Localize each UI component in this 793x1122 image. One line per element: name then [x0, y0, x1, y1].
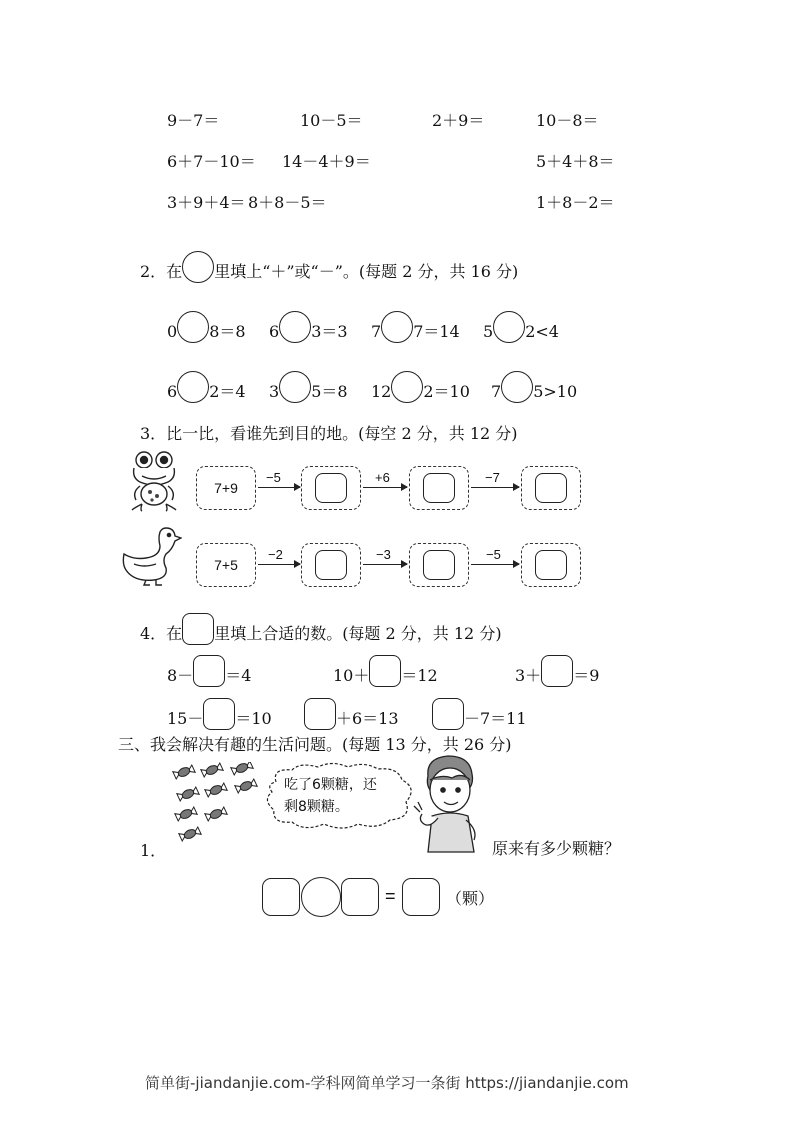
operator-blank-circle[interactable] [279, 311, 311, 343]
q2-item-6 [269, 371, 348, 403]
q2-left: 6 [269, 322, 280, 341]
number-blank-box[interactable] [541, 655, 573, 687]
q4-left: 15－ [167, 709, 204, 728]
equals-sign: = [385, 886, 396, 906]
operator-blank-circle[interactable] [381, 311, 413, 343]
duck-op-2: −3 [376, 547, 391, 562]
arrow-right-icon [363, 487, 407, 488]
q2-left: 3 [269, 382, 280, 401]
q4-item-3 [515, 655, 599, 687]
arrow-right-icon [363, 564, 407, 565]
number-blank-box[interactable] [432, 698, 464, 730]
problem-1-question: 原来有多少颗糖？ [492, 839, 621, 858]
answer-number-2-input[interactable] [341, 878, 379, 916]
duck-start-box: 7+5 [196, 543, 256, 587]
arrow-right-icon [258, 564, 300, 565]
problem-1-num: 1． [140, 841, 167, 860]
q2-right: 8＝8 [209, 322, 246, 341]
frog-icon [128, 450, 180, 512]
q2-right: 2＝10 [423, 382, 470, 401]
calc-2-2: 14－4＋9＝ [282, 152, 371, 171]
duck-op-3: −5 [486, 547, 501, 562]
q2-left: 12 [371, 382, 392, 401]
q4-item-6 [432, 698, 527, 730]
q2-right: 2<4 [525, 322, 559, 341]
section3-title: 三、我会解决有趣的生活问题。(每题 13 分，共 26 分) [118, 735, 512, 754]
q2-right: 5>10 [533, 382, 578, 401]
duck-icon [120, 524, 182, 586]
q4-right: ＝4 [225, 666, 252, 685]
q4-right: ＝9 [573, 666, 600, 685]
duck-step-3-box [521, 543, 581, 587]
q2-left: 6 [167, 382, 178, 401]
arrow-right-icon [258, 487, 300, 488]
footer-text: 简单街-jiandanjie.com-学科网简单学习一条街 https://jiandanjie.com [145, 1074, 629, 1092]
q4-item-1 [167, 655, 251, 687]
q2-title [140, 251, 518, 283]
q4-item-4 [167, 698, 272, 730]
boy-icon [408, 754, 488, 854]
q4-right: ＝12 [401, 666, 438, 685]
duck-answer-1-input[interactable] [315, 550, 347, 580]
operator-blank-circle[interactable] [279, 371, 311, 403]
calc-3-1: 3＋9＋4＝ [167, 193, 246, 212]
frog-answer-3-input[interactable] [535, 473, 567, 503]
duck-answer-3-input[interactable] [535, 550, 567, 580]
frog-step-2-box [409, 466, 469, 510]
calc-3-3: 1＋8－2＝ [536, 193, 615, 212]
q4-item-5 [304, 698, 399, 730]
q2-item-1 [167, 311, 246, 343]
answer-operator-circle-input[interactable] [301, 877, 341, 917]
q2-instructions: 里填上“＋”或“－”。(每题 2 分，共 16 分) [214, 262, 519, 281]
operator-blank-circle[interactable] [501, 371, 533, 403]
q2-left: 7 [371, 322, 382, 341]
calc-1-1: 9－7＝ [167, 111, 220, 130]
calc-2-1: 6＋7－10＝ [167, 152, 256, 171]
q4-num: 4．在 [140, 624, 183, 643]
q2-right: 3＝3 [311, 322, 348, 341]
frog-answer-2-input[interactable] [423, 473, 455, 503]
q2-left: 7 [491, 382, 502, 401]
q4-right: ＝10 [235, 709, 272, 728]
calc-1-2: 10－5＝ [300, 111, 363, 130]
answer-unit: （颗） [446, 889, 495, 908]
q2-item-2 [269, 311, 348, 343]
q2-num: 2．在 [140, 262, 183, 281]
q2-item-7 [371, 371, 470, 403]
q2-item-8 [491, 371, 577, 403]
duck-answer-2-input[interactable] [423, 550, 455, 580]
q4-title-square-icon [182, 613, 214, 645]
calc-3-2: 8＋8－5＝ [248, 193, 327, 212]
calc-1-3: 2＋9＝ [432, 111, 485, 130]
frog-answer-1-input[interactable] [315, 473, 347, 503]
operator-blank-circle[interactable] [177, 311, 209, 343]
calc-2-3: 5＋4＋8＝ [536, 152, 615, 171]
number-blank-box[interactable] [193, 655, 225, 687]
q2-right: 5＝8 [311, 382, 348, 401]
q4-title [140, 613, 502, 645]
bubble-line-1: 吃了6颗糖，还 [284, 777, 377, 793]
frog-start-box: 7+9 [196, 466, 256, 510]
q4-item-2 [333, 655, 438, 687]
q2-item-4 [483, 311, 559, 343]
answer-number-1-input[interactable] [262, 878, 300, 916]
q4-left: 10＋ [333, 666, 370, 685]
arrow-right-icon [471, 564, 519, 565]
calc-1-4: 10－8＝ [536, 111, 599, 130]
q4-instructions: 里填上合适的数。(每题 2 分，共 12 分) [214, 624, 502, 643]
q2-right: 7＝14 [413, 322, 460, 341]
q2-left: 0 [167, 322, 178, 341]
q2-item-5 [167, 371, 246, 403]
frog-step-3-box [521, 466, 581, 510]
q4-left: 3＋ [515, 666, 542, 685]
number-blank-box[interactable] [203, 698, 235, 730]
arrow-right-icon [471, 487, 519, 488]
operator-blank-circle[interactable] [391, 371, 423, 403]
q2-left: 5 [483, 322, 494, 341]
frog-op-3: −7 [485, 470, 500, 485]
q4-left: 8－ [167, 666, 194, 685]
frog-op-1: −5 [266, 470, 281, 485]
frog-op-2: +6 [375, 470, 390, 485]
q4-right: ＋6＝13 [336, 709, 399, 728]
q4-right: －7＝11 [464, 709, 527, 728]
operator-blank-circle[interactable] [493, 311, 525, 343]
q3-title: 3．比一比，看谁先到目的地。(每空 2 分，共 12 分) [140, 424, 518, 443]
candy-icon [166, 762, 266, 844]
q2-item-3 [371, 311, 460, 343]
answer-result-input[interactable] [402, 878, 440, 916]
q2-right: 2＝4 [209, 382, 246, 401]
bubble-line-2: 剩8颗糖。 [284, 799, 349, 815]
number-blank-box[interactable] [304, 698, 336, 730]
frog-step-1-box [301, 466, 361, 510]
duck-step-1-box [301, 543, 361, 587]
duck-op-1: −2 [268, 547, 283, 562]
duck-step-2-box [409, 543, 469, 587]
operator-blank-circle[interactable] [177, 371, 209, 403]
number-blank-box[interactable] [369, 655, 401, 687]
q2-title-circle-icon [182, 251, 214, 283]
